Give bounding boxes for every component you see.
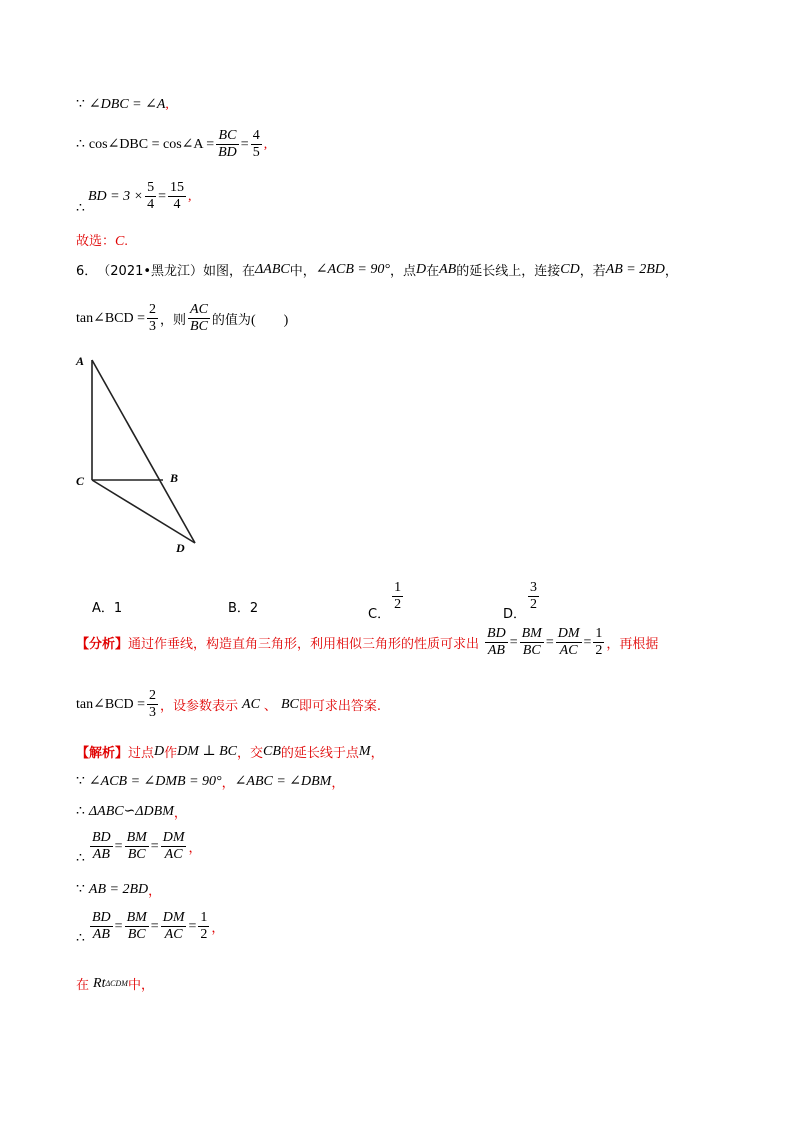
solution-line-6: $\frac{BD}{AB}$ = $\frac{BM}{BC}$ = $\frac{DM}{AC}$ = $\frac{1}{2}$ ， bbox=[92, 910, 225, 942]
text: ， bbox=[370, 746, 384, 761]
math: M bbox=[358, 743, 371, 759]
equals: = bbox=[158, 188, 166, 204]
text: ， bbox=[331, 776, 345, 791]
text: 的值为 bbox=[211, 313, 251, 328]
text: ，交 bbox=[237, 746, 264, 761]
math: ∠ABC = ∠DBM bbox=[234, 774, 332, 789]
fraction: $\frac{DM}{AC}$ bbox=[557, 626, 580, 658]
equals: = bbox=[240, 136, 249, 152]
question-source: （2021•黑龙江）如图，在 bbox=[97, 264, 256, 279]
math: ∠ACB = ∠DMB = 90° bbox=[88, 774, 222, 789]
solution-line-4: $\frac{BD}{AB}$ = $\frac{BM}{BC}$ = $\frac{DM}{AC}$ ， bbox=[92, 830, 202, 862]
fraction: $\frac{DM}{AC}$ bbox=[162, 910, 185, 942]
fraction: $\frac{1}{2}$ bbox=[595, 626, 603, 658]
text: ， bbox=[173, 806, 187, 821]
text: 的延长线上，连接 bbox=[456, 264, 561, 279]
math: AB bbox=[439, 261, 457, 277]
equation: cos∠DBC = cos∠A = bbox=[88, 137, 215, 152]
fraction: $\frac{BD}{AB}$ bbox=[92, 830, 111, 862]
answer-value: C bbox=[115, 234, 125, 249]
math: AB = 2BD bbox=[88, 881, 149, 897]
text: ， bbox=[188, 841, 202, 856]
text: 中， bbox=[127, 978, 154, 993]
text: 中， bbox=[289, 264, 316, 279]
text: 在 bbox=[426, 264, 440, 279]
punct: , bbox=[187, 188, 192, 204]
solution-line-5 bbox=[76, 880, 161, 899]
solution-line-2 bbox=[76, 772, 344, 791]
math: ∠ACB = 90° bbox=[315, 262, 390, 277]
math: ΔABC bbox=[255, 261, 290, 277]
text: ， bbox=[221, 776, 235, 791]
point-b-label: B bbox=[170, 471, 179, 485]
fraction: $\frac{BM}{BC}$ bbox=[521, 626, 542, 658]
question-number: 6． bbox=[76, 264, 98, 279]
fraction: $\frac{4}{5}$ bbox=[252, 128, 260, 160]
text: 、 bbox=[263, 699, 277, 714]
equation: BD = 3 × bbox=[88, 188, 144, 204]
analysis-line-1: 【分析】 通过作垂线，构造直角三角形，利用相似三角形的性质可求出 $\frac{BD}{AB}$ = $\frac{BM}{BC}$ = $\frac{DM}{AC}$ = $\frac{1}{2}$ ，再根据 bbox=[76, 626, 659, 658]
text: ，点 bbox=[389, 264, 416, 279]
step-line-1 bbox=[76, 96, 169, 113]
therefore-symbol: ∴ bbox=[76, 851, 85, 866]
fraction: $\frac{1}{2}$ bbox=[200, 910, 208, 942]
therefore-symbol: ∴ bbox=[76, 137, 85, 152]
equation: ∠DBC = ∠A bbox=[88, 97, 166, 112]
solution-line-3 bbox=[76, 802, 187, 821]
question-6-line-2 bbox=[76, 302, 288, 335]
math: Rt bbox=[93, 975, 106, 991]
math-subscript: ΔCDM bbox=[105, 979, 128, 988]
math: AC bbox=[242, 696, 260, 712]
solution-line-1 bbox=[76, 742, 384, 761]
text: 作 bbox=[164, 746, 178, 761]
math: AB = 2BD bbox=[605, 261, 665, 277]
math: CD bbox=[560, 261, 580, 277]
math: CB bbox=[263, 743, 281, 759]
point-c-label: C bbox=[76, 474, 85, 488]
math: D bbox=[415, 261, 427, 277]
fraction: $\frac{BC}{BD}$ bbox=[218, 128, 237, 160]
fraction: $\frac{BM}{BC}$ bbox=[126, 910, 147, 942]
math: tan∠BCD = bbox=[76, 311, 146, 326]
answer-blank: ( ) bbox=[250, 312, 289, 328]
option-d[interactable]: D． $\frac{3}{2}$ bbox=[503, 580, 538, 622]
segment-ad bbox=[92, 360, 195, 543]
segment-cd bbox=[92, 480, 195, 543]
math: tan∠BCD = bbox=[76, 697, 146, 712]
option-c[interactable]: C． $\frac{1}{2}$ bbox=[368, 580, 402, 622]
text: 在 bbox=[76, 978, 90, 993]
punct: , bbox=[165, 96, 169, 112]
punct: , bbox=[263, 136, 268, 152]
step-line-2 bbox=[76, 128, 267, 161]
step-line-3 bbox=[88, 180, 191, 213]
because-symbol: ∵ bbox=[76, 774, 85, 789]
therefore-symbol: ∴ bbox=[76, 201, 85, 216]
math: BC bbox=[280, 696, 299, 712]
text: ，若 bbox=[579, 264, 606, 279]
fraction: $\frac{AC}{BC}$ bbox=[190, 302, 208, 334]
fraction: $\frac{BD}{AB}$ bbox=[92, 910, 111, 942]
option-a[interactable]: A．1 bbox=[92, 601, 123, 616]
solution-tag: 【解析】 bbox=[76, 746, 129, 761]
because-symbol: ∵ bbox=[76, 97, 85, 112]
therefore-symbol: ∴ bbox=[76, 804, 85, 819]
solution-line-7 bbox=[76, 974, 154, 993]
math: D bbox=[154, 743, 165, 759]
fraction: $\frac{2}{3}$ bbox=[149, 302, 157, 334]
fraction: $\frac{BM}{BC}$ bbox=[126, 830, 147, 862]
answer-line bbox=[76, 230, 128, 250]
text: 的延长线于点 bbox=[280, 746, 359, 761]
punct: . bbox=[124, 234, 128, 249]
analysis-text: 通过作垂线，构造直角三角形，利用相似三角形的性质可求出 bbox=[128, 637, 480, 652]
because-symbol: ∵ bbox=[76, 882, 85, 897]
analysis-text: 即可求出答案. bbox=[298, 699, 381, 714]
fraction: $\frac{DM}{AC}$ bbox=[162, 830, 185, 862]
math: ΔABC∽ΔDBM bbox=[88, 804, 174, 819]
text: ， bbox=[211, 921, 225, 936]
text: ，则 bbox=[160, 313, 187, 328]
math: DM ⊥ BC bbox=[177, 744, 237, 759]
fraction: $\frac{15}{4}$ bbox=[169, 180, 184, 212]
fraction: $\frac{5}{4}$ bbox=[147, 180, 155, 212]
therefore-symbol: ∴ bbox=[76, 931, 85, 946]
text: 过点 bbox=[128, 746, 155, 761]
fraction: $\frac{BD}{AB}$ bbox=[487, 626, 506, 658]
question-6-line-1 bbox=[76, 260, 678, 279]
analysis-text: ，设参数表示 bbox=[160, 699, 239, 714]
analysis-line-2 bbox=[76, 688, 381, 721]
fraction: $\frac{2}{3}$ bbox=[149, 688, 157, 720]
answer-label: 故选： bbox=[76, 234, 116, 249]
analysis-text: ，再根据 bbox=[606, 637, 659, 652]
text: ， bbox=[148, 884, 162, 899]
option-b[interactable]: B．2 bbox=[228, 601, 259, 616]
triangle-figure bbox=[70, 345, 210, 560]
point-d-label: D bbox=[176, 541, 185, 555]
analysis-tag: 【分析】 bbox=[76, 637, 129, 652]
text: ， bbox=[664, 264, 678, 279]
point-a-label: A bbox=[76, 354, 85, 368]
